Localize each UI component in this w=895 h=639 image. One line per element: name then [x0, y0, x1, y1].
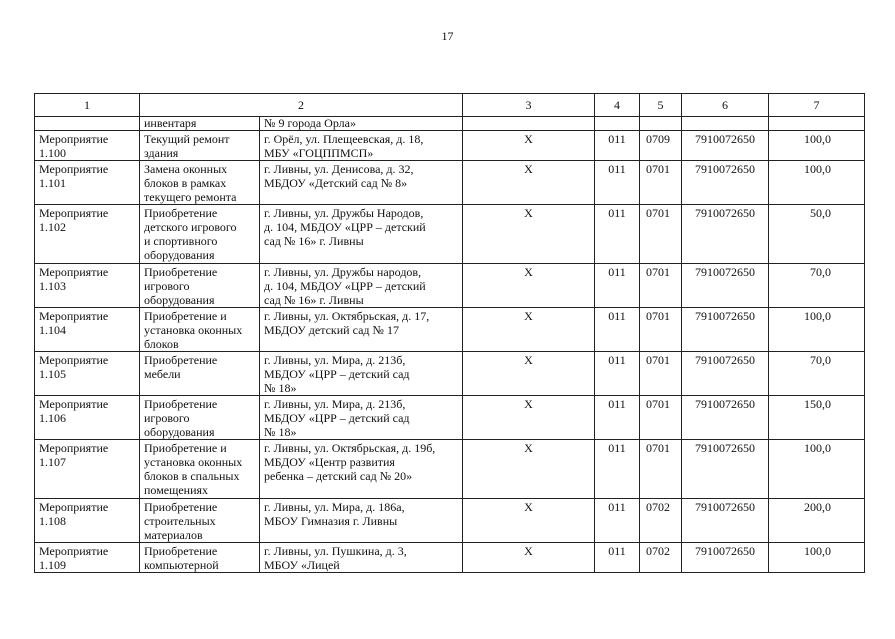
cell-name [35, 117, 140, 131]
header-cell-4: 4 [595, 94, 640, 117]
cell-name [35, 264, 140, 308]
description-line: установка оконных [144, 323, 243, 337]
cell-address [260, 264, 463, 308]
address-line: г. Ливны, ул. Мира, д. 213б, [264, 353, 406, 367]
name-line: Мероприятие [39, 206, 109, 220]
cell-address [260, 499, 463, 543]
cell-col4: 011 [595, 499, 640, 543]
address-line: г. Ливны, ул. Пушкина, д. 3, [264, 544, 407, 558]
table-row [35, 205, 865, 264]
cell-col3: Х [463, 352, 595, 396]
cell-col4: 011 [595, 543, 640, 573]
cell-address: № 9 города Орла» [260, 117, 463, 131]
name-line: Мероприятие [39, 265, 109, 279]
description-line: блоков [144, 337, 179, 351]
description-line: блоков в спальных [144, 469, 240, 483]
cell-description [140, 440, 260, 499]
cell-name [35, 308, 140, 352]
cell-name [35, 161, 140, 205]
cell-description [140, 131, 260, 161]
cell-col7: 200,0 [769, 499, 865, 543]
name-line: Мероприятие [39, 353, 109, 367]
table-row [35, 264, 865, 308]
description-line: игрового [144, 279, 190, 293]
name-line: Мероприятие [39, 132, 109, 146]
address-line: г. Ливны, ул. Мира, д. 213б, [264, 397, 406, 411]
description-line: и спортивного [144, 234, 218, 248]
cell-name [35, 205, 140, 264]
cell-address [260, 161, 463, 205]
header-cell-5: 5 [640, 94, 682, 117]
table-row [35, 440, 865, 499]
cell-col3 [463, 117, 595, 131]
address-line: г. Орёл, ул. Плещеевская, д. 18, [264, 132, 424, 146]
cell-address [260, 308, 463, 352]
cell-col6: 7910072650 [682, 161, 769, 205]
description-line: Приобретение [144, 206, 218, 220]
cell-col5: 0701 [640, 352, 682, 396]
header-cell-1: 1 [35, 94, 140, 117]
header-cell-7: 7 [769, 94, 865, 117]
cell-col7: 50,0 [769, 205, 865, 264]
header-row [35, 94, 865, 117]
table-row [35, 543, 865, 573]
address-line: г. Ливны, ул. Октябрьская, д. 17, [264, 309, 430, 323]
cell-col4: 011 [595, 308, 640, 352]
description-line: детского игрового [144, 220, 237, 234]
table-row [35, 308, 865, 352]
table-row [35, 396, 865, 440]
description-line: Приобретение [144, 265, 218, 279]
cell-col7: 70,0 [769, 352, 865, 396]
cell-col3: Х [463, 396, 595, 440]
table-row [35, 161, 865, 205]
cell-col6: 7910072650 [682, 543, 769, 573]
cell-col6: 7910072650 [682, 131, 769, 161]
cell-col3: Х [463, 131, 595, 161]
header-cell-2: 2 [140, 94, 463, 117]
description-line: Приобретение [144, 500, 218, 514]
header-cell-6: 6 [682, 94, 769, 117]
address-line: МБОУ «Лицей [264, 558, 340, 572]
cell-col7: 70,0 [769, 264, 865, 308]
address-line: МБДОУ «ЦРР – детский сад [264, 411, 410, 425]
description-line: Приобретение [144, 397, 218, 411]
address-line: МБДОУ детский сад № 17 [264, 323, 399, 337]
address-line: г. Ливны, ул. Денисова, д. 32, [264, 162, 414, 176]
table-row [35, 499, 865, 543]
cell-col6: 7910072650 [682, 264, 769, 308]
cell-description [140, 161, 260, 205]
address-line: г. Ливны, ул. Мира, д. 186а, [264, 500, 405, 514]
cell-col3: Х [463, 205, 595, 264]
description-line: текущего ремонта [144, 190, 237, 204]
cell-col4 [595, 117, 640, 131]
cell-description [140, 352, 260, 396]
cell-address [260, 352, 463, 396]
cell-col5: 0701 [640, 161, 682, 205]
name-line: 1.105 [39, 367, 66, 381]
address-line: сад № 16» г. Ливны [264, 293, 364, 307]
cell-col5: 0702 [640, 543, 682, 573]
cell-col7: 100,0 [769, 161, 865, 205]
name-line: Мероприятие [39, 397, 109, 411]
cell-col6: 7910072650 [682, 205, 769, 264]
description-line: оборудования [144, 425, 215, 439]
cell-col5 [640, 117, 682, 131]
cell-col7: 150,0 [769, 396, 865, 440]
cell-name [35, 543, 140, 573]
name-line: Мероприятие [39, 162, 109, 176]
name-line: Мероприятие [39, 500, 109, 514]
continuation-row [35, 117, 865, 131]
description-line: компьютерной [144, 558, 219, 572]
cell-address [260, 396, 463, 440]
address-line: сад № 16» г. Ливны [264, 234, 364, 248]
cell-col3: Х [463, 499, 595, 543]
cell-col5: 0701 [640, 264, 682, 308]
cell-col5: 0701 [640, 308, 682, 352]
cell-col4: 011 [595, 440, 640, 499]
cell-col3: Х [463, 264, 595, 308]
address-line: д. 104, МБДОУ «ЦРР – детский [264, 279, 426, 293]
description-line: мебели [144, 367, 181, 381]
cell-description [140, 205, 260, 264]
budget-measures-table [34, 93, 865, 573]
description-line: Текущий ремонт [144, 132, 230, 146]
cell-description [140, 499, 260, 543]
description-line: оборудования [144, 293, 215, 307]
cell-col7: 100,0 [769, 308, 865, 352]
cell-col4: 011 [595, 205, 640, 264]
name-line: 1.104 [39, 323, 66, 337]
description-line: оборудования [144, 248, 215, 262]
description-line: Приобретение [144, 353, 218, 367]
address-line: МБУ «ГОЦППМСП» [264, 146, 374, 160]
address-line: г. Ливны, ул. Дружбы Народов, [264, 206, 424, 220]
address-line: № 18» [264, 381, 297, 395]
name-line: Мероприятие [39, 544, 109, 558]
description-line: материалов [144, 528, 203, 542]
cell-description: инвентаря [140, 117, 260, 131]
address-line: МБДОУ «Детский сад № 8» [264, 176, 408, 190]
address-line: МБДОУ «Центр развития [264, 455, 395, 469]
cell-col7: 100,0 [769, 543, 865, 573]
name-line: 1.100 [39, 146, 66, 160]
description-line: блоков в рамках [144, 176, 227, 190]
description-line: здания [144, 146, 179, 160]
cell-col5: 0701 [640, 440, 682, 499]
cell-col4: 011 [595, 352, 640, 396]
cell-col7: 100,0 [769, 440, 865, 499]
cell-name [35, 396, 140, 440]
cell-address [260, 205, 463, 264]
description-line: установка оконных [144, 455, 243, 469]
cell-description [140, 543, 260, 573]
cell-col3: Х [463, 308, 595, 352]
cell-col4: 011 [595, 396, 640, 440]
cell-col6 [682, 117, 769, 131]
cell-col3: Х [463, 440, 595, 499]
cell-col5: 0701 [640, 205, 682, 264]
cell-description [140, 264, 260, 308]
cell-col5: 0709 [640, 131, 682, 161]
cell-name [35, 499, 140, 543]
description-line: Замена оконных [144, 162, 228, 176]
address-line: МБДОУ «ЦРР – детский сад [264, 367, 410, 381]
table-row [35, 131, 865, 161]
cell-name [35, 440, 140, 499]
address-line: МБОУ Гимназия г. Ливны [264, 514, 398, 528]
address-line: № 18» [264, 425, 297, 439]
header-cell-3: 3 [463, 94, 595, 117]
cell-col3: Х [463, 161, 595, 205]
description-line: строительных [144, 514, 216, 528]
cell-name [35, 131, 140, 161]
cell-col7 [769, 117, 865, 131]
cell-address [260, 131, 463, 161]
cell-col6: 7910072650 [682, 308, 769, 352]
name-line: Мероприятие [39, 441, 109, 455]
address-line: д. 104, МБДОУ «ЦРР – детский [264, 220, 426, 234]
cell-col4: 011 [595, 131, 640, 161]
name-line: 1.109 [39, 558, 66, 572]
description-line: Приобретение и [144, 441, 227, 455]
cell-col5: 0701 [640, 396, 682, 440]
cell-description [140, 396, 260, 440]
name-line: 1.106 [39, 411, 66, 425]
name-line: 1.107 [39, 455, 66, 469]
page-number: 17 [441, 29, 454, 43]
description-line: Приобретение [144, 544, 218, 558]
name-line: 1.102 [39, 220, 66, 234]
cell-col7: 100,0 [769, 131, 865, 161]
address-line: г. Ливны, ул. Дружбы народов, [264, 265, 422, 279]
cell-description [140, 308, 260, 352]
name-line: 1.108 [39, 514, 66, 528]
cell-col4: 011 [595, 161, 640, 205]
name-line: 1.103 [39, 279, 66, 293]
name-line: 1.101 [39, 176, 66, 190]
description-line: Приобретение и [144, 309, 227, 323]
cell-name [35, 352, 140, 396]
cell-col4: 011 [595, 264, 640, 308]
cell-col6: 7910072650 [682, 440, 769, 499]
description-line: игрового [144, 411, 190, 425]
table-row [35, 352, 865, 396]
cell-address [260, 440, 463, 499]
description-line: помещениях [144, 483, 209, 497]
cell-col5: 0702 [640, 499, 682, 543]
cell-col6: 7910072650 [682, 499, 769, 543]
cell-col6: 7910072650 [682, 352, 769, 396]
address-line: г. Ливны, ул. Октябрьская, д. 19б, [264, 441, 436, 455]
name-line: Мероприятие [39, 309, 109, 323]
cell-col6: 7910072650 [682, 396, 769, 440]
cell-col3: Х [463, 543, 595, 573]
cell-address [260, 543, 463, 573]
address-line: ребенка – детский сад № 20» [264, 469, 413, 483]
